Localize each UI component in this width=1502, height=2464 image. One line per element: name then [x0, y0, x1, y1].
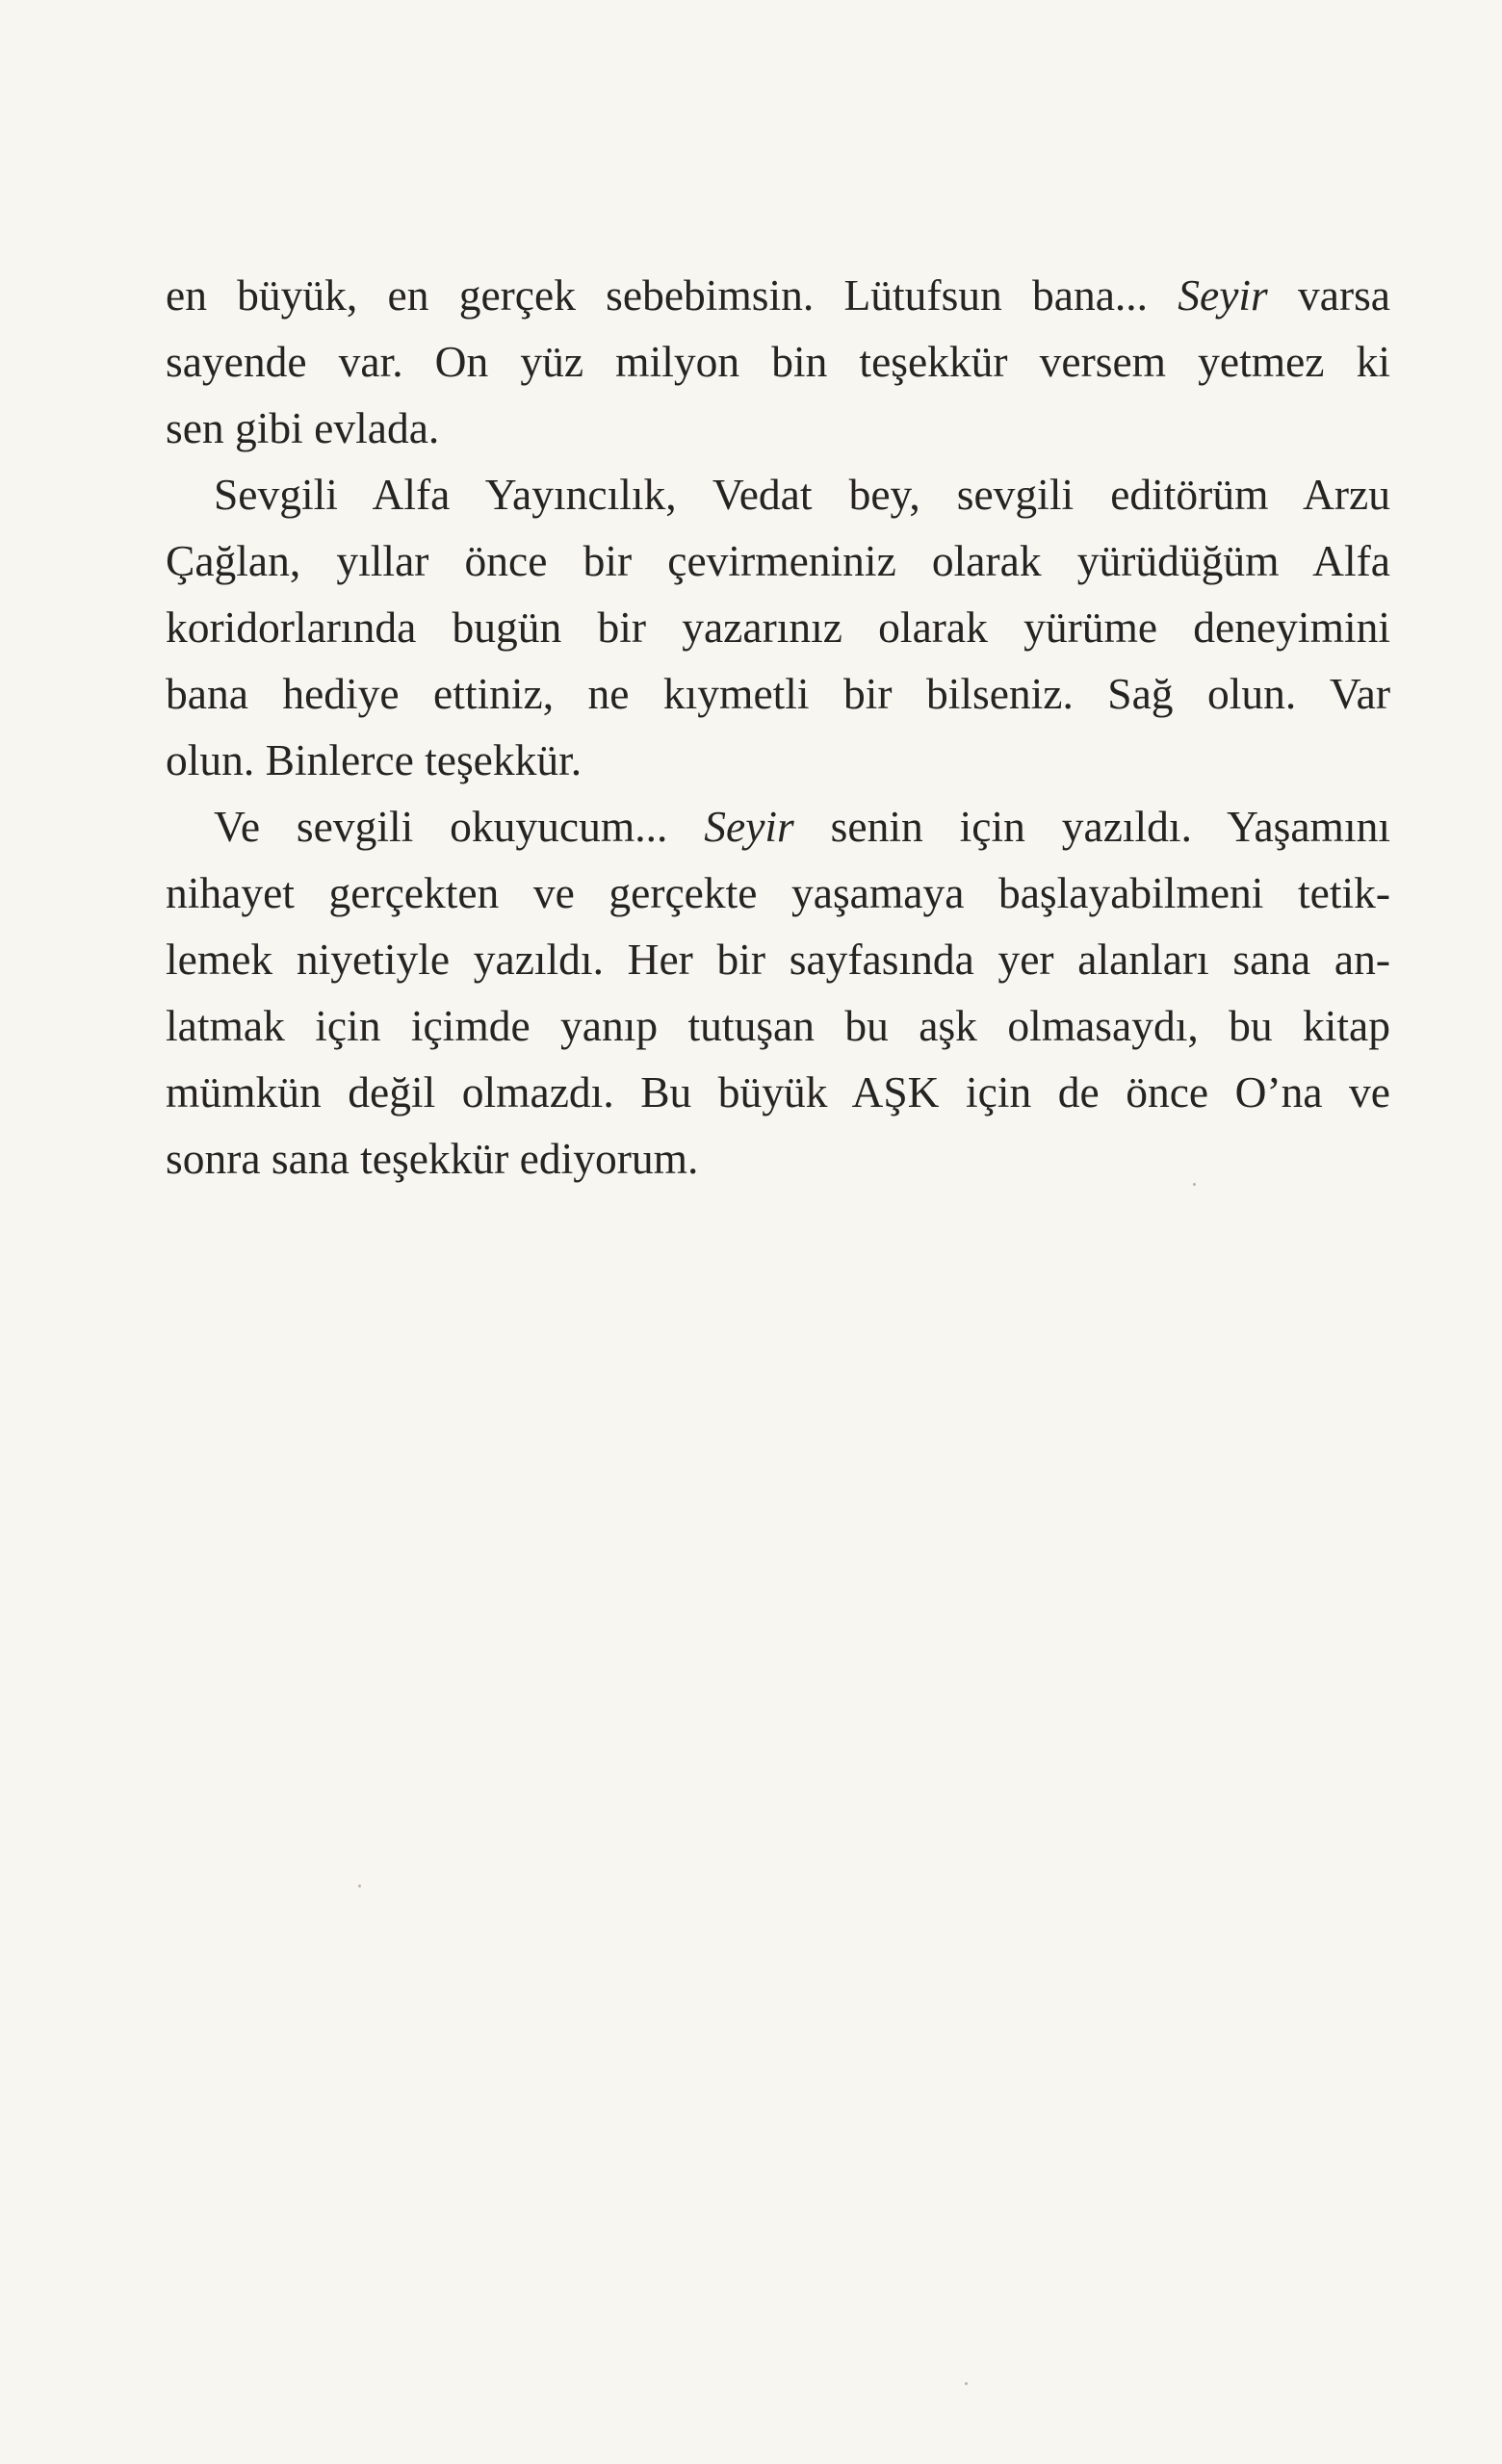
text-run: Ve sevgili okuyucum...: [214, 802, 705, 851]
text-run: en büyük, en gerçek sebebimsin. Lütufsun bana...: [166, 270, 1178, 320]
paragraph: [166, 793, 1390, 1192]
text-run: lemek niyetiyle yazıldı. Her bir sayfasında yer alanları sana an-: [166, 935, 1390, 984]
text-line: [166, 660, 1390, 727]
paper-speck: [965, 2382, 968, 2385]
paragraph: [166, 461, 1390, 793]
text-line: [166, 594, 1390, 660]
text-run: Çağlan, yıllar önce bir çevirmeniniz olarak yürüdüğüm Alfa: [166, 536, 1390, 585]
text-line: [166, 461, 1390, 527]
paragraph: [166, 262, 1390, 461]
text-line: [166, 727, 1390, 793]
text-line: [166, 793, 1390, 860]
text-run: sen gibi evlada.: [166, 403, 440, 452]
text-run: senin için yazıldı. Yaşamını: [793, 802, 1390, 851]
book-title-italic: Seyir: [1178, 270, 1268, 320]
text-run: varsa: [1267, 270, 1390, 320]
book-title-italic: Seyir: [704, 802, 794, 851]
text-run: bana hediye ettiniz, ne kıymetli bir bilseniz. Sağ olun. Var: [166, 669, 1390, 718]
text-run: sonra sana teşekkür ediyorum.: [166, 1134, 699, 1183]
paper-speck: [1193, 1183, 1196, 1186]
text-run: nihayet gerçekten ve gerçekte yaşamaya başlayabilmeni tetik-: [166, 868, 1390, 917]
text-run: mümkün değil olmazdı. Bu büyük AŞK için de önce O’na ve: [166, 1067, 1390, 1116]
text-line: [166, 1125, 1390, 1192]
text-line: [166, 328, 1390, 395]
text-run: olun. Binlerce teşekkür.: [166, 735, 583, 784]
text-line: [166, 992, 1390, 1059]
page-body-text: [166, 262, 1390, 1192]
text-line: [166, 926, 1390, 992]
text-line: [166, 1059, 1390, 1125]
text-line: [166, 527, 1390, 594]
text-run: Sevgili Alfa Yayıncılık, Vedat bey, sevgili editörüm Arzu: [214, 470, 1390, 519]
text-line: [166, 860, 1390, 926]
text-line: [166, 395, 1390, 461]
text-run: koridorlarında bugün bir yazarınız olarak yürüme deneyimini: [166, 603, 1390, 652]
text-run: sayende var. On yüz milyon bin teşekkür versem yetmez ki: [166, 337, 1390, 386]
text-line: [166, 262, 1390, 328]
paper-speck: [358, 1885, 361, 1887]
text-run: latmak için içimde yanıp tutuşan bu aşk olmasaydı, bu kitap: [166, 1001, 1390, 1050]
